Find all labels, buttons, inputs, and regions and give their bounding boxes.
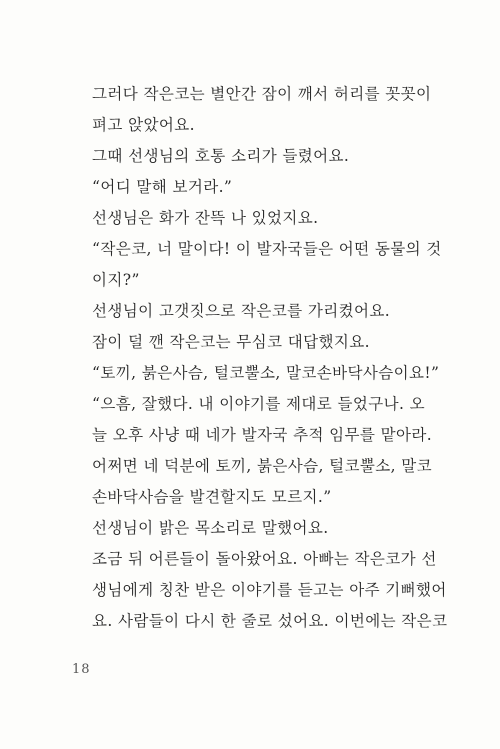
text-line: 조금 뒤 어른들이 돌아왔어요. 아빠는 작은코가 선	[92, 550, 437, 568]
text-line: 이지?”	[92, 271, 140, 289]
text-line: 선생님은 화가 잔뜩 나 있었지요.	[92, 209, 319, 227]
text-line: “어디 말해 보거라.”	[92, 178, 233, 196]
text-line: 늘 오후 사냥 때 네가 발자국 추적 임무를 맡아라.	[92, 426, 433, 444]
text-line: 생님에게 칭찬 받은 이야기를 듣고는 아주 기뻐했어	[92, 581, 447, 599]
page-number: 18	[72, 662, 91, 677]
text-line: 그러다 작은코는 별안간 잠이 깨서 허리를 꼿꼿이	[92, 85, 432, 103]
text-line: “으흠, 잘했다. 내 이야기를 제대로 들었구나. 오	[92, 395, 425, 413]
text-line: 그때 선생님의 호통 소리가 들렸어요.	[92, 147, 350, 165]
text-line: 선생님이 밝은 목소리로 말했어요.	[92, 519, 329, 537]
text-line: 손바닥사슴을 발견할지도 모르지.”	[92, 488, 332, 506]
text-line: “작은코, 너 말이다! 이 발자국들은 어떤 동물의 것	[92, 240, 442, 258]
text-line: 어쩌면 네 덕분에 토끼, 붉은사슴, 털코뿔소, 말코	[92, 457, 433, 475]
text-line: 펴고 앉았어요.	[92, 116, 195, 134]
text-line: 요. 사람들이 다시 한 줄로 섰어요. 이번에는 작은코	[92, 612, 448, 630]
text-line: “토끼, 붉은사슴, 털코뿔소, 말코손바닥사슴이요!”	[92, 364, 440, 382]
text-line: 선생님이 고갯짓으로 작은코를 가리켰어요.	[92, 302, 391, 320]
text-line: 잠이 덜 깬 작은코는 무심코 대답했지요.	[92, 333, 370, 351]
